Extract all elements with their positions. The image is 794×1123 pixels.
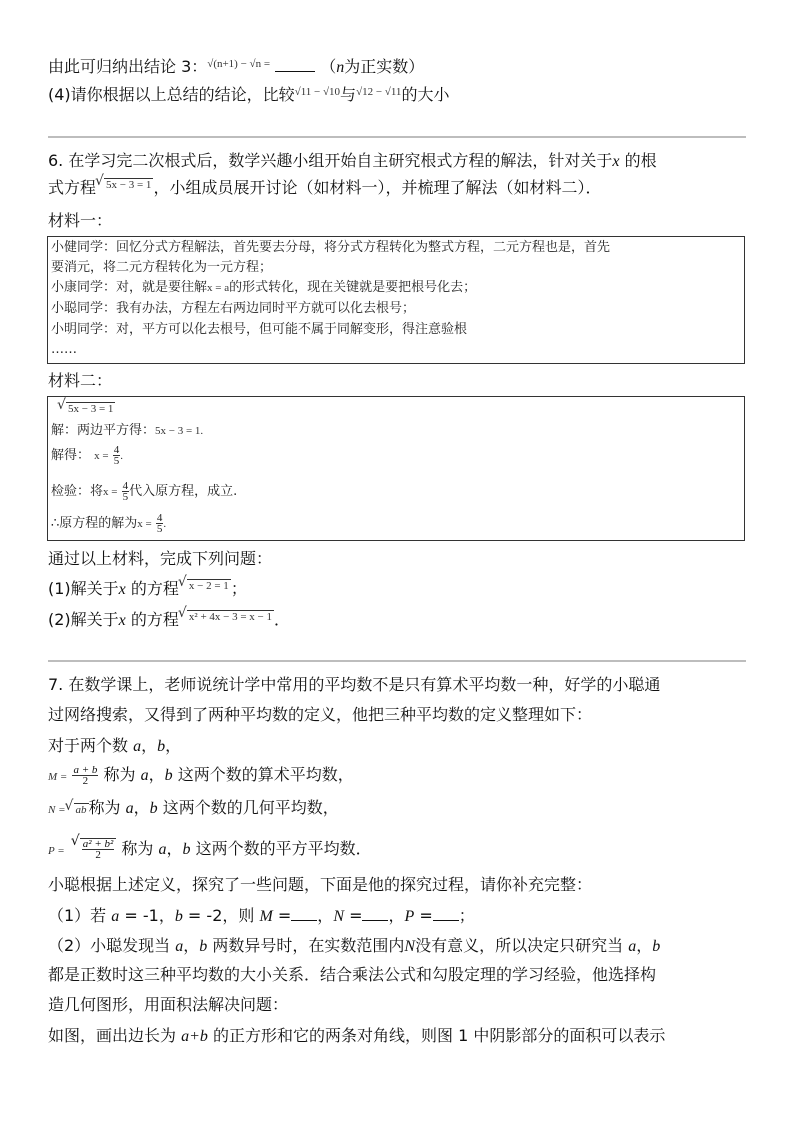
comma: ， [165,736,182,755]
q7-intro-line2: 过网络搜索，又得到了两种平均数的定义，他把三种平均数的定义整理如下： [48,705,593,724]
m2-step-text: 解：两边平方得： [51,423,156,438]
q7-l3-text: 对于两个数 [48,736,129,755]
numerator: √ a² + b² [82,838,114,850]
m2-squared-eq: 5x − 3 = 1. [155,425,204,437]
material-1-line: …… [51,342,77,357]
var-a: a [111,908,120,925]
q6-intro-end: 的根 [624,151,657,170]
material-1-box [47,236,745,364]
M-label: M = [48,771,68,783]
N-answer-blank[interactable] [362,906,388,921]
denominator: 5 [113,455,120,467]
q5-part4-text: (4)请你根据以上总结的结论，比较 [48,85,295,104]
def-text: 称为 [88,798,121,817]
comma: ， [183,936,200,955]
q7-p1-text: （1）若 [48,906,107,925]
q5-part4-line [48,84,449,108]
comma: ， [141,736,158,755]
denominator: 2 [82,775,89,787]
fraction-M [72,765,98,786]
var-a: a [133,738,142,755]
q7-p2-text2: 两数异号时，在实数范围内 [212,936,405,955]
q6-intro-line1 [48,150,657,173]
def-text2: 这两个数的几何平均数， [162,798,339,817]
q6-part1 [48,578,247,601]
var-a: a [125,800,134,817]
m2-check-step [51,481,237,502]
def-text2: 这两个数的平方平均数． [195,839,372,858]
var-x: x [118,612,126,629]
comma: ， [317,906,334,925]
q7-l12-text: 如图，画出边长为 [48,1026,177,1045]
q7-part2-line4 [48,1025,665,1048]
var-b: b [182,841,191,858]
q7-p2-text: （2）小聪发现当 [48,936,171,955]
var-b: b [164,767,173,784]
q6-p2-text: (2)解关于 [48,610,119,629]
var-a: a [175,938,184,955]
q7-part2-line2: 都是正数时这三种平均数的大小关系．结合乘法公式和勾股定理的学习经验，他选择构 [48,965,657,984]
q6-intro2-text: 式方程 [48,178,97,197]
q5-conclusion-expression: √(n+1) − √n = [207,58,271,70]
q7-def-N [48,797,339,821]
section-divider [48,136,746,138]
var-b: b [157,738,166,755]
q5-conclusion-text: 由此可归纳出结论 3： [48,57,208,76]
m2-solve-step: 解得： x = $\frac{4}{5}$ . [51,444,124,467]
var-b: b [199,938,208,955]
comma: ， [133,798,150,817]
q7-l12-end: 的正方形和它的两条对角线，则图 1 中阴影部分的面积可以表示 [213,1026,666,1045]
semicolon: ； [458,906,475,925]
comma: ， [636,936,653,955]
var-a: a [140,767,149,784]
m2-x-eq: x = [103,486,118,498]
N-label: N = [48,804,66,816]
q7-b-value: = -2，则 [187,906,255,925]
comma: ， [148,765,165,784]
def-text2: 这两个数的算术平均数， [177,765,354,784]
var-x: x [612,153,620,170]
denominator: 5 [122,491,129,503]
q6-p2-end: ． [274,610,291,629]
material-2-box [47,396,745,541]
m1-kang-a: 小康同学：对，就是要往解 [51,280,208,295]
m2-equation [58,400,115,418]
m2-x-eq: x = [137,518,152,530]
q5-condition-text: 为正实数） [344,57,425,76]
m2-check-end: 代入原方程，成立. [129,484,238,499]
q5-conclusion-line [48,56,424,80]
paren-open: （ [320,57,337,76]
q7-def-M [48,764,354,788]
var-x: x [118,581,126,598]
q7-part2-line1 [48,935,660,958]
material-1-line: 小健同学：回忆分式方程解法，首先要去分母，将分式方程转化为整式方程，二元方程也是，首先 [51,240,611,255]
var-a: a [158,841,167,858]
numerator: a + b [73,764,98,776]
material-1-line: 小聪同学：我有办法，方程左右两边同时平方就可以化去根号； [51,301,416,316]
q6-p2-radical: √ x² + 4x − 3 = x − 1 [187,610,274,624]
m2-conclusion: ∴原方程的解为x = $\frac{4}{5}$ . [51,512,167,535]
equals: = [277,906,292,925]
m2-conclusion-text: ∴原方程的解为 [51,516,138,531]
m2-square-step [51,422,203,440]
a-plus-b: a+b [181,1028,208,1045]
N-radical: √ ab [74,803,89,817]
m1-kang-b: 的形式转化，现在关键就是要把根号化去； [229,280,477,295]
material-1-label: 材料一： [48,211,113,230]
q7-part1 [48,905,475,928]
denominator: 2 [95,849,101,861]
q7-a-value: = -1， [124,906,175,925]
expr-1: √11 − √10 [294,86,341,98]
q6-p1-text2: 的方程 [130,579,179,598]
m2-radical: √ 5x − 3 = 1 [66,402,115,416]
material-1-line [51,279,476,297]
fraction-P [82,839,115,860]
M-answer-blank[interactable] [291,906,317,921]
equals: = [349,906,363,925]
x-eq-a: x = a [207,282,230,294]
q5-answer-blank[interactable] [275,57,315,72]
numerator: 4 [156,512,163,524]
q7-def-P [48,838,372,862]
q5-and: 与 [340,85,357,104]
var-a: a [628,938,637,955]
denominator: 5 [156,523,163,535]
comma: ， [388,906,405,925]
comma: ， [166,839,183,858]
q6-p1-end: ； [230,579,247,598]
P-label: P = [48,845,65,857]
q6-p1-radical: √ x − 2 = 1 [187,579,231,593]
var-b: b [174,908,183,925]
var-n: n [336,59,345,76]
material-1-line: 要消元，将二元方程转化为一元方程； [51,260,273,275]
q7-p2-text3: 没有意义，所以决定只研究当 [415,936,624,955]
fraction-4-5 [122,481,130,502]
q6-intro-line2 [48,177,601,199]
q6-radical-equation: √ 5x − 3 = 1 [104,178,153,192]
numerator: 4 [122,480,129,492]
q6-p2-text2: 的方程 [130,610,179,629]
section-divider [48,660,746,662]
q6-intro-text: 6. 在学习完二次根式后，数学兴趣小组开始自主研究根式方程的解法，针对关于 [48,151,613,170]
expr-2: √12 − √11 [356,86,402,98]
q6-part2 [48,609,290,632]
def-text: 称为 [121,839,154,858]
var-b: b [149,800,158,817]
material-2-label: 材料二： [48,371,113,390]
P-answer-blank[interactable] [433,906,459,921]
q7-for-two-numbers [48,735,181,758]
m2-check-text: 检验：将 [51,484,104,499]
var-N: N [333,908,344,925]
P-radical [80,838,117,860]
numerator: 4 [113,444,120,456]
material-1-line: 小明同学：对，平方可以化去根号，但可能不属于同解变形，得注意验根 [51,322,468,337]
def-text: 称为 [103,765,136,784]
var-P: P [404,908,415,925]
q5-part4-end: 的大小 [401,85,450,104]
var-N: N [404,938,416,955]
equals: = [419,906,433,925]
m2-solve-text: 解得： [51,448,91,463]
m2-x-eq: x = [94,450,109,462]
q7-explore-text: 小聪根据上述定义，探究了一些问题，下面是他的探究过程，请你补充完整： [48,875,593,894]
q7-part2-line3: 造几何图形，用面积法解决问题： [48,995,289,1014]
q7-intro-line1: 7. 在数学课上，老师说统计学中常用的平均数不是只有算术平均数一种，好学的小聪通 [48,675,661,694]
q6-p1-text: (1)解关于 [48,579,119,598]
q6-intro2-end: ，小组成员展开讨论（如材料一），并梳理了解法（如材料二）． [153,178,602,197]
var-b: b [652,938,661,955]
q6-follow-text: 通过以上材料，完成下列问题： [48,549,273,568]
var-M: M [259,908,273,925]
